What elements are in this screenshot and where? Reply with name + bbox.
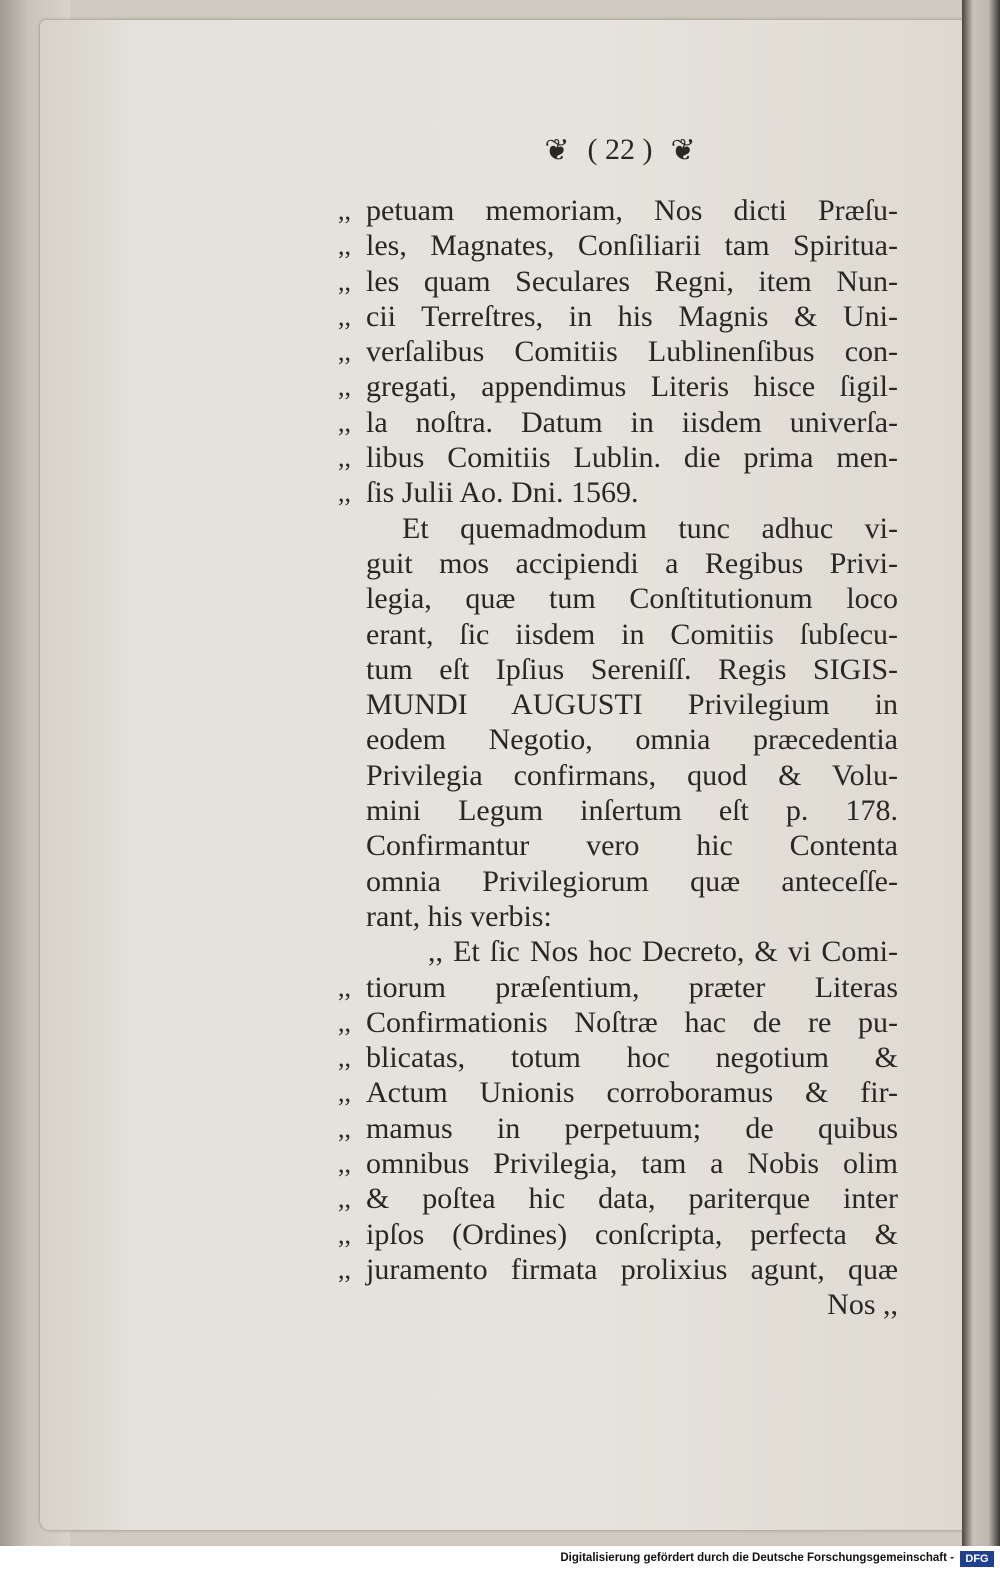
- line-text: ,, Et ſic Nos hoc Decreto, & vi Comi-: [428, 935, 898, 969]
- quote-mark: [338, 687, 366, 722]
- quote-mark: ,,: [338, 266, 351, 296]
- quote-mark: ,,: [338, 1254, 351, 1284]
- text-line: [338, 864, 898, 899]
- quote-mark: ,,: [338, 231, 351, 261]
- line-text: MUNDI AUGUSTI Privilegium in: [366, 688, 898, 722]
- text-line: [338, 369, 898, 404]
- text-line: [338, 1075, 898, 1110]
- text-line: [338, 687, 898, 722]
- quote-mark: ,,: [338, 337, 351, 367]
- line-text: Actum Unionis corroboramus & fir-: [366, 1076, 898, 1110]
- text-line: [338, 652, 898, 687]
- quote-mark: ,,: [338, 407, 351, 437]
- quote-mark: ,,: [338, 972, 351, 1002]
- page-number: ( 22 ): [587, 133, 653, 166]
- text-line: [338, 511, 898, 546]
- text-line: [338, 475, 898, 510]
- line-text: libus Comitiis Lublin. die prima men-: [366, 441, 898, 475]
- quote-mark: [338, 617, 366, 652]
- text-line: [338, 334, 898, 369]
- text-line: [338, 581, 898, 616]
- line-text: Nos ,,: [827, 1288, 898, 1322]
- text-line: [338, 546, 898, 581]
- quote-mark: [338, 793, 366, 828]
- line-text: les, Magnates, Conſiliarii tam Spiritua-: [366, 229, 898, 263]
- line-text: Confirmantur vero hic Contenta: [366, 829, 898, 863]
- quote-mark: [338, 581, 366, 616]
- quote-mark: ,,: [338, 196, 351, 225]
- line-text: eodem Negotio, omnia præcedentia: [366, 723, 898, 757]
- text-line: [338, 828, 898, 863]
- page-header: [490, 128, 750, 172]
- line-text: juramento firmata prolixius agunt, quæ: [366, 1252, 898, 1286]
- quote-mark: ,,: [338, 1219, 351, 1249]
- quote-mark: [338, 1287, 366, 1322]
- quote-mark: [338, 864, 366, 899]
- body-text: [338, 193, 898, 1323]
- line-text: erant, ſic iisdem in Comitiis ſubſecu-: [366, 617, 898, 651]
- text-line: [338, 617, 898, 652]
- line-text: omnia Privilegiorum quæ anteceſſe-: [366, 864, 898, 898]
- quote-mark: [338, 546, 366, 581]
- text-line: [338, 1146, 898, 1181]
- text-line: [338, 405, 898, 440]
- text-line: [338, 299, 898, 334]
- dfg-logo: DFG: [960, 1551, 994, 1567]
- line-text: blicatas, totum hoc negotium &: [366, 1041, 898, 1075]
- footer-bar: [0, 1546, 1000, 1572]
- line-text: ipſos (Ordines) conſcripta, perfecta &: [366, 1217, 898, 1251]
- text-line: [338, 899, 898, 934]
- quote-mark: [338, 934, 366, 969]
- quote-mark: ,,: [338, 372, 351, 402]
- line-text: ſis Julii Ao. Dni. 1569.: [366, 476, 639, 510]
- quote-mark: [338, 828, 366, 863]
- ornament-left-icon: ❦: [544, 133, 570, 167]
- line-text: cii Terreſtres, in his Magnis & Uni-: [366, 299, 898, 333]
- quote-mark: ,,: [338, 1043, 351, 1073]
- text-line: [338, 1287, 898, 1322]
- line-text: guit mos accipiendi a Regibus Privi-: [366, 546, 898, 580]
- text-line: [338, 758, 898, 793]
- line-text: mini Legum inſertum eſt p. 178.: [366, 794, 898, 828]
- line-text: la noſtra. Datum in iisdem univerſa-: [366, 405, 898, 439]
- text-line: [338, 1181, 898, 1216]
- line-text: omnibus Privilegia, tam a Nobis olim: [366, 1147, 898, 1181]
- text-line: [338, 440, 898, 475]
- text-line: [338, 193, 898, 228]
- text-line: [338, 934, 898, 969]
- line-text: gregati, appendimus Literis hisce ſigil-: [366, 370, 898, 404]
- text-line: [338, 1040, 898, 1075]
- text-line: [338, 1111, 898, 1146]
- quote-mark: ,,: [338, 443, 351, 473]
- text-line: [338, 722, 898, 757]
- quote-mark: [338, 652, 366, 687]
- line-text: Privilegia confirmans, quod & Volu-: [366, 758, 898, 792]
- text-line: [338, 793, 898, 828]
- text-line: [338, 1252, 898, 1287]
- line-text: & poſtea hic data, pariterque inter: [366, 1182, 898, 1216]
- text-line: [338, 1005, 898, 1040]
- quote-mark: ,,: [338, 478, 351, 508]
- quote-mark: ,,: [338, 1007, 351, 1037]
- footer-credit: Digitalisierung gefördert durch die Deutsche Forschungsgemeinschaft -: [560, 1552, 954, 1564]
- line-text: tiorum præſentium, præter Literas: [366, 970, 898, 1004]
- line-text: petuam memoriam, Nos dicti Præſu-: [366, 194, 898, 227]
- quote-mark: ,,: [338, 301, 351, 331]
- line-text: Confirmationis Noſtræ hac de re pu-: [366, 1005, 898, 1039]
- line-text: tum eſt Ipſius Sereniſſ. Regis SIGIS-: [366, 652, 898, 686]
- line-text: mamus in perpetuum; de quibus: [366, 1111, 898, 1145]
- ornament-right-icon: ❦: [670, 133, 696, 167]
- quote-mark: ,,: [338, 1149, 351, 1179]
- line-text: Et quemadmodum tunc adhuc vi-: [402, 511, 898, 545]
- text-line: [338, 228, 898, 263]
- quote-mark: ,,: [338, 1184, 351, 1214]
- quote-mark: ,,: [338, 1078, 351, 1108]
- quote-mark: [338, 722, 366, 757]
- text-line: [338, 970, 898, 1005]
- line-text: les quam Seculares Regni, item Nun-: [366, 264, 898, 298]
- text-line: [338, 1217, 898, 1252]
- text-line: [338, 264, 898, 299]
- line-text: rant, his verbis:: [366, 899, 552, 933]
- book-right-edge: [962, 0, 1000, 1546]
- quote-mark: ,,: [338, 1113, 351, 1143]
- quote-mark: [338, 511, 366, 546]
- quote-mark: [338, 899, 366, 934]
- quote-mark: [338, 758, 366, 793]
- line-text: verſalibus Comitiis Lublinenſibus con-: [366, 335, 898, 369]
- line-text: legia, quæ tum Conſtitutionum loco: [366, 582, 898, 616]
